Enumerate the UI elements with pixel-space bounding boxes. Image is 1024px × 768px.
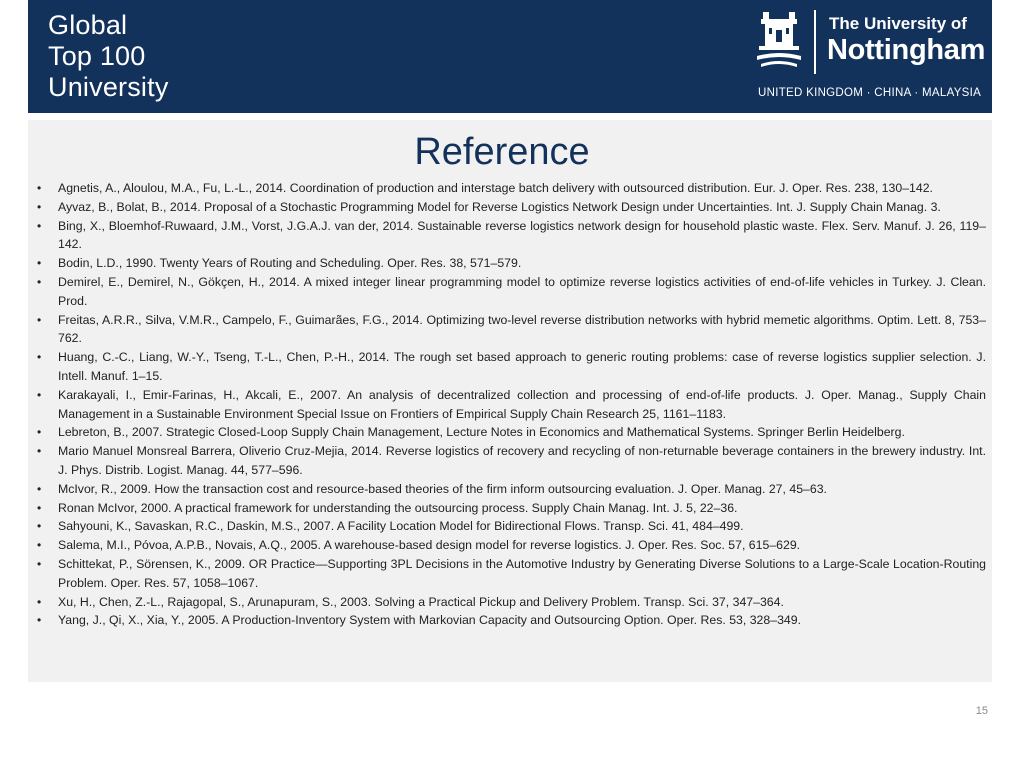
- tagline-line-2: Top 100: [48, 41, 146, 71]
- reference-item: [37, 480, 986, 499]
- reference-text: Ayvaz, B., Bolat, B., 2014. Proposal of a Stochastic Programming Model for Reverse Logistics Network Design under Uncertainties. Int. J. Supply Chain Manag. 3.: [58, 199, 941, 214]
- reference-text: Yang, J., Qi, X., Xia, Y., 2005. A Production-Inventory System with Markovian Capacity and Outsourcing Option. Oper. Res. 53, 328–349.: [58, 613, 801, 628]
- bullet-icon: •: [37, 594, 42, 609]
- bullet-icon: •: [37, 500, 42, 515]
- reference-item: [37, 254, 986, 273]
- reference-item: [37, 555, 986, 593]
- reference-item: [37, 499, 986, 518]
- bullet-icon: •: [37, 256, 42, 271]
- reference-item: [37, 348, 986, 386]
- bullet-icon: •: [37, 218, 42, 233]
- bullet-icon: •: [37, 613, 42, 628]
- header-banner: [28, 0, 992, 113]
- reference-item: [37, 198, 986, 217]
- tagline-line-1: Global: [48, 10, 128, 40]
- university-name-line-1: The University of: [829, 14, 967, 33]
- bullet-icon: •: [37, 387, 42, 402]
- reference-item: [37, 517, 986, 536]
- logo-divider: [814, 10, 816, 74]
- bullet-icon: •: [37, 274, 42, 289]
- bullet-icon: •: [37, 556, 42, 571]
- reference-text: Bodin, L.D., 1990. Twenty Years of Routing and Scheduling. Oper. Res. 38, 571–579.: [58, 256, 522, 271]
- bullet-icon: •: [37, 350, 42, 365]
- reference-text: Freitas, A.R.R., Silva, V.M.R., Campelo, F., Guimarães, F.G., 2014. Optimizing two-level reverse distribution networks with hybrid memetic algorithms. Optim. Lett. 8, 753–762.: [58, 312, 986, 346]
- reference-text: McIvor, R., 2009. How the transaction cost and resource-based theories of the firm inform outsourcing evaluation. J. Oper. Manag. 27, 45–63.: [58, 481, 827, 496]
- reference-text: Ronan McIvor, 2000. A practical framework for understanding the outsourcing process. Supply Chain Manag. Int. J. 5, 22–36.: [58, 500, 738, 515]
- reference-text: Lebreton, B., 2007. Strategic Closed-Loop Supply Chain Management, Lecture Notes in Economics and Mathematical Systems. Springer Berlin Heidelberg.: [58, 425, 905, 440]
- reference-item: [37, 611, 986, 630]
- reference-item: [37, 423, 986, 442]
- page-number: 15: [975, 705, 988, 717]
- reference-text: Agnetis, A., Aloulou, M.A., Fu, L.-L., 2014. Coordination of production and interstage batch delivery with outsourced distribution. Eur. J. Oper. Res. 238, 130–142.: [58, 181, 933, 195]
- reference-text: Bing, X., Bloemhof-Ruwaard, J.M., Vorst, J.G.A.J. van der, 2014. Sustainable reverse logistics network design for household plastic waste. Flex. Serv. Manuf. J. 26, 119–142.: [58, 218, 986, 252]
- reference-text: Xu, H., Chen, Z.-L., Rajagopal, S., Arunapuram, S., 2003. Solving a Practical Pickup and Delivery Problem. Transp. Sci. 37, 347–364.: [58, 594, 784, 609]
- campus-countries: UNITED KINGDOM · CHINA · MALAYSIA: [758, 87, 982, 99]
- reference-text: Mario Manuel Monsreal Barrera, Oliverio Cruz-Mejia, 2014. Reverse logistics of recovery and recycling of non-returnable beverage containers in the brewery industry. Int. J. Phys. Distrib. Logist. Manag. 44, 577–596.: [58, 444, 986, 477]
- reference-item: [37, 593, 986, 612]
- reference-item: [37, 179, 986, 198]
- reference-text: Salema, M.I., Póvoa, A.P.B., Novais, A.Q., 2005. A warehouse-based design model for reverse logistics. J. Oper. Res. Soc. 57, 615–629.: [58, 538, 801, 553]
- reference-item: [37, 536, 986, 555]
- bullet-icon: •: [37, 519, 42, 534]
- reference-list: [37, 179, 986, 630]
- castle-crest-icon: [755, 10, 803, 74]
- bullet-icon: •: [37, 425, 42, 440]
- reference-item: [37, 311, 986, 349]
- university-name-line-2: Nottingham: [827, 34, 986, 66]
- reference-text: Huang, C.-C., Liang, W.-Y., Tseng, T.-L., Chen, P.-H., 2014. The rough set based approach to generic routing problems: case of reverse logistics supplier selection. J. Intell. Manuf. 1–15.: [58, 350, 986, 383]
- bullet-icon: •: [37, 312, 42, 327]
- bullet-icon: •: [37, 181, 42, 195]
- reference-item: [37, 217, 986, 255]
- slide-title: Reference: [414, 131, 590, 173]
- reference-item: [37, 386, 986, 424]
- bullet-icon: •: [37, 538, 42, 553]
- reference-text: Schittekat, P., Sörensen, K., 2009. OR Practice—Supporting 3PL Decisions in the Automotive Industry by Generating Diverse Solutions to a Large-Scale Location-Routing Problem. Oper. Res. 57, 1058–1067.: [58, 556, 986, 590]
- global-top-100-tagline: [48, 10, 169, 103]
- bullet-icon: •: [37, 444, 42, 459]
- bullet-icon: •: [37, 199, 42, 214]
- reference-text: Karakayali, I., Emir-Farinas, H., Akcali, E., 2007. An analysis of decentralized collection and processing of end-of-life products. J. Oper. Manag., Supply Chain Management in a Sustainable Environment Special Issue on Frontiers of Empirical Supply Chain Research 25, 1161–1183.: [58, 387, 986, 421]
- bullet-icon: •: [37, 481, 42, 496]
- tagline-line-3: University: [48, 72, 169, 102]
- reference-text: Sahyouni, K., Savaskan, R.C., Daskin, M.S., 2007. A Facility Location Model for Bidirectional Flows. Transp. Sci. 41, 484–499.: [58, 519, 744, 534]
- reference-text: Demirel, E., Demirel, N., Gökçen, H., 2014. A mixed integer linear programming model to optimize reverse logistics activities of end-of-life vehicles in Turkey. J. Clean. Prod.: [58, 274, 986, 308]
- reference-item: [37, 442, 986, 480]
- reference-item: [37, 273, 986, 311]
